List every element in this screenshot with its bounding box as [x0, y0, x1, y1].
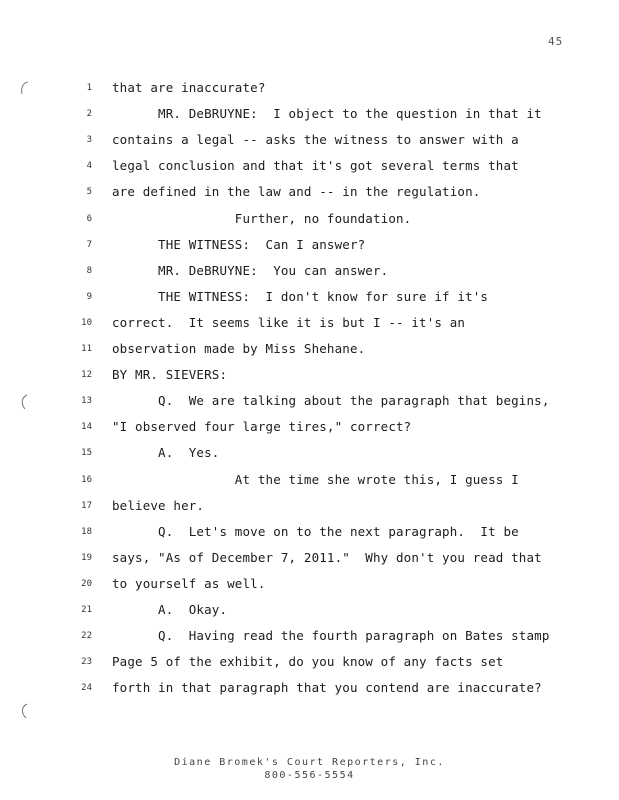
line-number: 19 — [81, 552, 92, 563]
transcript-line: correct. It seems like it is but I -- it's an — [112, 314, 466, 330]
footer-phone: 800-556-5554 — [264, 770, 355, 781]
transcript-line: legal conclusion and that it's got several terms that — [112, 158, 519, 174]
transcript-line: says, "As of December 7, 2011." Why don't you read that — [112, 549, 542, 565]
line-number: 20 — [81, 578, 92, 589]
line-number: 11 — [81, 344, 92, 354]
line-number: 13 — [81, 396, 92, 407]
punch-hole-mark-top — [18, 80, 30, 98]
line-number: 10 — [81, 317, 92, 328]
line-number: 1 — [86, 83, 92, 93]
line-number: 22 — [81, 631, 92, 642]
line-number: 14 — [81, 422, 92, 433]
line-number: 12 — [81, 370, 92, 381]
transcript-line: forth in that paragraph that you contend are inaccurate? — [112, 680, 542, 696]
line-number: 16 — [81, 474, 92, 485]
transcript-line: Q. Having read the fourth paragraph on Bates stamp — [112, 628, 550, 644]
transcript-line: A. Yes. — [112, 445, 220, 461]
line-number: 24 — [81, 683, 92, 694]
transcript-line: Q. Let's move on to the next paragraph. It be — [112, 523, 519, 539]
line-number: 9 — [86, 291, 92, 302]
transcript-line: are defined in the law and -- in the regulation. — [112, 184, 481, 200]
transcript-line: THE WITNESS: Can I answer? — [112, 236, 366, 252]
line-number: 18 — [81, 526, 92, 537]
line-number: 21 — [81, 605, 92, 615]
line-number: 6 — [86, 213, 92, 224]
transcript-line: contains a legal -- asks the witness to answer with a — [112, 132, 519, 148]
transcript-line: observation made by Miss Shehane. — [112, 341, 366, 356]
line-number: 5 — [86, 187, 92, 198]
line-number: 15 — [81, 448, 92, 459]
footer-company: Diane Bromek's Court Reporters, Inc. — [174, 757, 445, 768]
line-number: 8 — [86, 265, 92, 276]
transcript-line: MR. DeBRUYNE: You can answer. — [112, 262, 389, 278]
punch-hole-mark-middle — [18, 393, 30, 411]
line-number: 3 — [86, 135, 92, 146]
transcript-line: that are inaccurate? — [112, 80, 266, 95]
transcript-line: Q. We are talking about the paragraph that begins, — [112, 393, 550, 409]
transcript-line: THE WITNESS: I don't know for sure if it's — [112, 288, 489, 304]
transcript-line: At the time she wrote this, I guess I — [112, 471, 519, 487]
line-number: 4 — [86, 161, 92, 172]
line-number: 17 — [81, 500, 92, 511]
transcript-line: Further, no foundation. — [112, 210, 412, 226]
transcript-line: to yourself as well. — [112, 575, 266, 591]
page-number: 45 — [548, 35, 564, 48]
transcript-line: "I observed four large tires," correct? — [112, 419, 412, 435]
transcript-line: A. Okay. — [112, 602, 228, 617]
punch-hole-mark-bottom — [18, 702, 30, 720]
transcript-line: MR. DeBRUYNE: I object to the question in that it — [112, 106, 542, 122]
transcript-line: Page 5 of the exhibit, do you know of any facts set — [112, 654, 504, 670]
line-number: 23 — [81, 657, 92, 668]
transcript-line: BY MR. SIEVERS: — [112, 367, 228, 383]
transcript-line: believe her. — [112, 497, 205, 513]
line-number: 2 — [86, 109, 92, 120]
line-number: 7 — [86, 239, 92, 250]
